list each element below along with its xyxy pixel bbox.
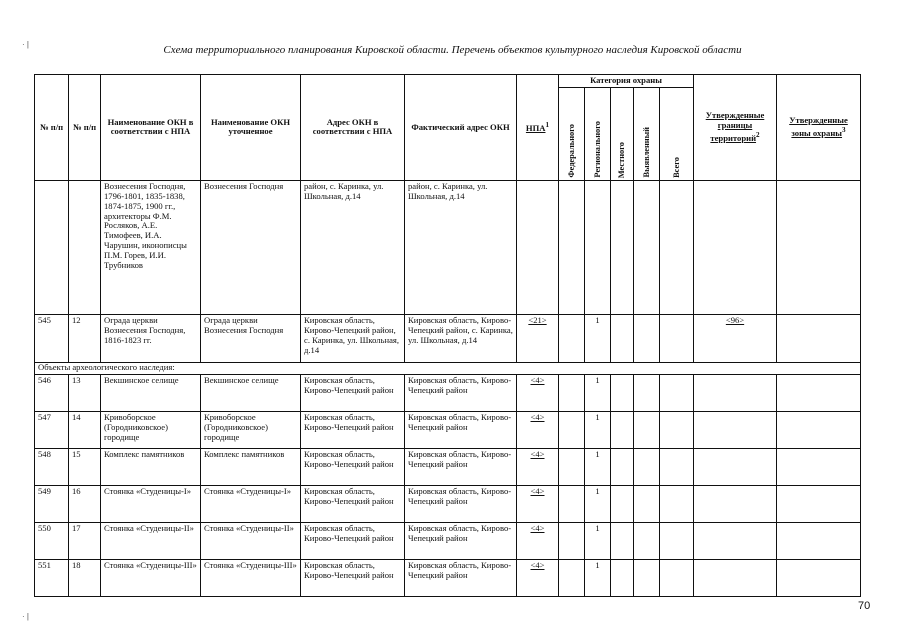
cell-identified xyxy=(634,411,660,448)
cell-federal xyxy=(559,522,585,559)
cell-name-npa: Комплекс памятников xyxy=(101,448,201,485)
cell-address-npa: Кировская область, Кирово-Чепецкий район xyxy=(301,411,405,448)
cell-regional: 1 xyxy=(585,559,611,596)
header-category-regional xyxy=(585,87,611,180)
cell-borders[interactable] xyxy=(694,522,777,559)
cell-local xyxy=(611,314,634,362)
cell-identified xyxy=(634,374,660,411)
header-category-group: Категория охраны xyxy=(559,75,694,88)
cell-name-npa: Ограда церкви Вознесения Господня, 1816-1823 гг. xyxy=(101,314,201,362)
cell-name-refined: Векшинское селище xyxy=(201,374,301,411)
cell-local xyxy=(611,411,634,448)
cell-n1: 547 xyxy=(35,411,69,448)
header-category-local xyxy=(611,87,634,180)
cell-borders[interactable]: <96> xyxy=(694,314,777,362)
cell-regional: 1 xyxy=(585,485,611,522)
header-npa-label: НПА xyxy=(525,122,546,133)
cell-name-npa: Стоянка «Студеницы-II» xyxy=(101,522,201,559)
cell-borders[interactable] xyxy=(694,448,777,485)
cell-n1: 548 xyxy=(35,448,69,485)
cell-name-refined: Стоянка «Студеницы-I» xyxy=(201,485,301,522)
page-number: 70 xyxy=(858,600,871,612)
cell-address-actual: Кировская область, Кирово-Чепецкий район xyxy=(405,522,517,559)
cell-identified xyxy=(634,314,660,362)
header-category-regional-label: Регионального xyxy=(592,121,602,178)
cell-federal xyxy=(559,180,585,314)
cell-total xyxy=(660,448,694,485)
header-borders-label: Утвержденные границы территорий xyxy=(705,110,765,143)
header-borders xyxy=(694,75,777,181)
header-borders-sup: 2 xyxy=(756,130,760,139)
cell-total xyxy=(660,485,694,522)
cell-n1: 550 xyxy=(35,522,69,559)
cell-address-npa: Кировская область, Кирово-Чепецкий район xyxy=(301,522,405,559)
cell-zones[interactable] xyxy=(777,411,861,448)
header-zones-sup: 3 xyxy=(842,126,846,134)
cell-regional: 1 xyxy=(585,522,611,559)
cell-federal xyxy=(559,314,585,362)
cell-address-npa: Кировская область, Кирово-Чепецкий район xyxy=(301,559,405,596)
cell-n1 xyxy=(35,180,69,314)
margin-mark: · | xyxy=(22,40,29,49)
cell-borders[interactable] xyxy=(694,374,777,411)
header-address-actual: Фактический адрес ОКН xyxy=(405,75,517,181)
cell-name-npa: Вознесения Господня, 1796-1801, 1835-1838, 1874-1875, 1900 гг., архитекторы Ф.М. Росляков, А.Е. Тимофеев, И.А. Чарушин, иконописцы П.М. Горев, И.И. Трубников xyxy=(101,180,201,314)
header-name-refined: Наименование ОКН уточненное xyxy=(201,75,301,181)
cell-name-refined: Вознесения Господня xyxy=(201,180,301,314)
cell-n1: 546 xyxy=(35,374,69,411)
cell-identified xyxy=(634,448,660,485)
cell-federal xyxy=(559,374,585,411)
header-category-identified xyxy=(634,87,660,180)
cell-address-npa: Кировская область, Кирово-Чепецкий район xyxy=(301,374,405,411)
cell-local xyxy=(611,374,634,411)
cell-name-refined: Комплекс памятников xyxy=(201,448,301,485)
cell-total xyxy=(660,559,694,596)
cell-identified xyxy=(634,180,660,314)
cell-npa[interactable]: <4> xyxy=(517,559,559,596)
cell-npa[interactable]: <4> xyxy=(517,485,559,522)
cell-npa[interactable]: <4> xyxy=(517,448,559,485)
table-row xyxy=(35,374,861,411)
cell-total xyxy=(660,411,694,448)
cell-address-actual: район, с. Каринка, ул. Школьная, д.14 xyxy=(405,180,517,314)
header-category-local-label: Местного xyxy=(617,141,627,178)
cell-name-npa: Стоянка «Студеницы-III» xyxy=(101,559,201,596)
cell-n2: 13 xyxy=(69,374,101,411)
header-zones xyxy=(777,75,861,181)
cell-local xyxy=(611,180,634,314)
cell-total xyxy=(660,522,694,559)
cell-local xyxy=(611,559,634,596)
cell-name-npa: Кривоборское (Городниковское) городище xyxy=(101,411,201,448)
cell-local xyxy=(611,485,634,522)
header-npa xyxy=(517,75,559,181)
cell-npa[interactable]: <4> xyxy=(517,374,559,411)
cell-regional: 1 xyxy=(585,448,611,485)
cell-borders[interactable] xyxy=(694,411,777,448)
cell-n1: 549 xyxy=(35,485,69,522)
cell-local xyxy=(611,522,634,559)
cell-address-actual: Кировская область, Кирово-Чепецкий район, с. Каринка, ул. Школьная, д.14 xyxy=(405,314,517,362)
cell-total xyxy=(660,314,694,362)
cell-borders xyxy=(694,180,777,314)
header-category-federal xyxy=(559,87,585,180)
header-num-2: № п/п xyxy=(69,75,101,181)
cell-n2: 12 xyxy=(69,314,101,362)
cell-n1: 551 xyxy=(35,559,69,596)
heritage-objects-table xyxy=(34,74,861,597)
cell-name-npa: Векшинское селище xyxy=(101,374,201,411)
header-category-total-label: Всего xyxy=(671,156,681,178)
cell-zones[interactable] xyxy=(777,448,861,485)
cell-address-actual: Кировская область, Кирово-Чепецкий район xyxy=(405,485,517,522)
table-row xyxy=(35,448,861,485)
cell-federal xyxy=(559,448,585,485)
header-category-identified-label: Выявленный xyxy=(641,127,651,178)
cell-n1: 545 xyxy=(35,314,69,362)
cell-total xyxy=(660,180,694,314)
cell-address-actual: Кировская область, Кирово-Чепецкий район xyxy=(405,374,517,411)
cell-zones xyxy=(777,180,861,314)
cell-identified xyxy=(634,559,660,596)
table-row xyxy=(35,411,861,448)
cell-npa[interactable]: <4> xyxy=(517,411,559,448)
cell-name-refined: Стоянка «Студеницы-II» xyxy=(201,522,301,559)
cell-npa[interactable]: <21> xyxy=(517,314,559,362)
cell-local xyxy=(611,448,634,485)
cell-regional xyxy=(585,180,611,314)
table-row-continued xyxy=(35,180,861,314)
cell-federal xyxy=(559,485,585,522)
cell-npa xyxy=(517,180,559,314)
cell-federal xyxy=(559,411,585,448)
cell-name-refined: Кривоборское (Городниковское) городище xyxy=(201,411,301,448)
cell-regional: 1 xyxy=(585,411,611,448)
table-row xyxy=(35,522,861,559)
cell-n2: 15 xyxy=(69,448,101,485)
header-num: № п/п xyxy=(35,75,69,181)
header-name-npa: Наименование ОКН в соответствии с НПА xyxy=(101,75,201,181)
cell-npa[interactable]: <4> xyxy=(517,522,559,559)
cell-zones[interactable] xyxy=(777,522,861,559)
cell-zones[interactable] xyxy=(777,314,861,362)
table-row xyxy=(35,314,861,362)
header-category-total xyxy=(660,87,694,180)
cell-total xyxy=(660,374,694,411)
cell-address-actual: Кировская область, Кирово-Чепецкий район xyxy=(405,448,517,485)
cell-n2: 18 xyxy=(69,559,101,596)
table-row xyxy=(35,559,861,596)
cell-zones[interactable] xyxy=(777,559,861,596)
cell-address-npa: Кировская область, Кирово-Чепецкий район, с. Каринка, ул. Школьная, д.14 xyxy=(301,314,405,362)
cell-federal xyxy=(559,559,585,596)
header-category-federal-label: Федерального xyxy=(566,124,576,178)
cell-regional: 1 xyxy=(585,374,611,411)
table-row xyxy=(35,485,861,522)
cell-borders[interactable] xyxy=(694,559,777,596)
margin-mark: · | xyxy=(22,612,29,621)
cell-identified xyxy=(634,522,660,559)
cell-address-npa: район, с. Каринка, ул. Школьная, д.14 xyxy=(301,180,405,314)
cell-borders[interactable] xyxy=(694,485,777,522)
cell-address-actual: Кировская область, Кирово-Чепецкий район xyxy=(405,411,517,448)
cell-identified xyxy=(634,485,660,522)
cell-address-actual: Кировская область, Кирово-Чепецкий район xyxy=(405,559,517,596)
cell-n2: 16 xyxy=(69,485,101,522)
section-label: Объекты археологического наследия: xyxy=(35,362,861,374)
header-zones-label: Утвержденные зоны охраны xyxy=(789,115,848,138)
cell-zones[interactable] xyxy=(777,374,861,411)
cell-n2 xyxy=(69,180,101,314)
cell-address-npa: Кировская область, Кирово-Чепецкий район xyxy=(301,448,405,485)
section-row xyxy=(35,362,861,374)
cell-n2: 17 xyxy=(69,522,101,559)
cell-n2: 14 xyxy=(69,411,101,448)
cell-zones[interactable] xyxy=(777,485,861,522)
cell-name-refined: Ограда церкви Вознесения Господня xyxy=(201,314,301,362)
cell-name-npa: Стоянка «Студеницы-I» xyxy=(101,485,201,522)
cell-name-refined: Стоянка «Студеницы-III» xyxy=(201,559,301,596)
cell-address-npa: Кировская область, Кирово-Чепецкий район xyxy=(301,485,405,522)
page-title: Схема территориального планирования Кировской области. Перечень объектов культурного наследия Кировской области xyxy=(163,44,742,56)
cell-regional: 1 xyxy=(585,314,611,362)
header-npa-sup: 1 xyxy=(545,121,550,130)
header-address-npa: Адрес ОКН в соответствии с НПА xyxy=(301,75,405,181)
